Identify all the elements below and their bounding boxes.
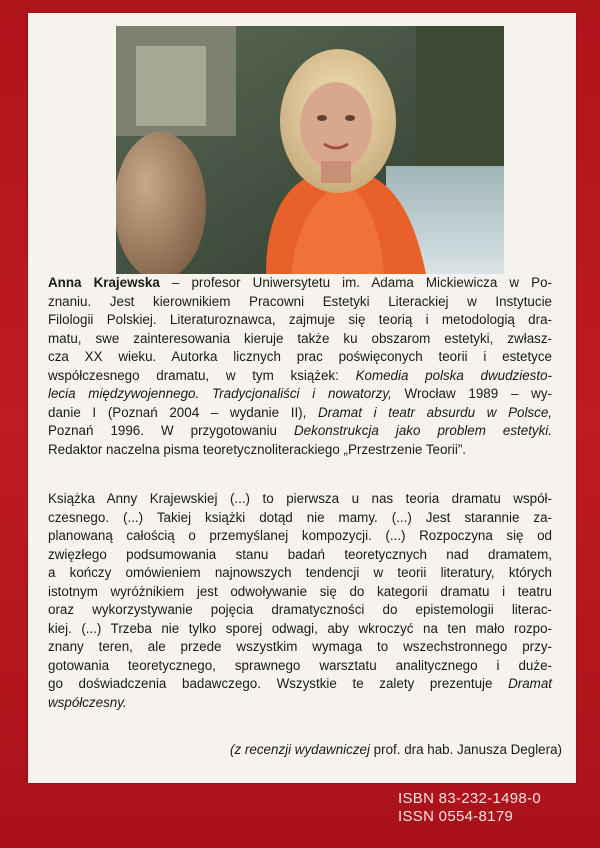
bio-line: lecia międzywojennego. Tradycjonaliści i nowatorzy, Wrocław 1989 – wy- [48, 386, 552, 401]
book-title: Dramat i teatr absurdu w Polsce, [318, 404, 552, 420]
isbn-number: ISBN 83-232-1498-0 [398, 790, 541, 807]
bio-line: Filologii Polskiej. Literaturoznawca, zajmuje się teorią i metodologią dra- [48, 312, 552, 327]
author-photo [116, 26, 504, 274]
review-line: go doświadczenia badawczego. Wszystkie te zalety prezentuje Dramat [48, 676, 552, 691]
bio-line: Poznań 1996. W przygotowaniu Dekonstrukcja jako problem estetyki. [48, 423, 552, 438]
bio-line: Anna Krajewska – profesor Uniwersytetu im. Adama Mickiewicza w Po- [48, 275, 553, 290]
bio-line: matu, swe zainteresowania kieruje także ku obszarom estetyki, zwłasz- [48, 330, 552, 346]
book-title: Dramat [508, 676, 552, 691]
review-line: gotowania teoretycznego, sprawnego warsztatu analitycznego i duże- [48, 657, 552, 673]
book-title: współczesny. [48, 694, 127, 710]
bio-line: Redaktor naczelna pisma teoretycznoliterackiego „Przestrzenie Teorii”. [48, 441, 467, 457]
isbn-block [398, 790, 541, 826]
review-line: oraz wykorzystywanie pojęcia dramatyczności do epistemologii literac- [48, 602, 552, 617]
bio-line: współczesnego dramatu, w tym książek: Komedia polska dwudziesto- [48, 367, 552, 383]
bio-line: znaniu. Jest kierownikiem Pracowni Estetyki Literackiej w Instytucie [48, 293, 552, 309]
review-attribution: (z recenzji wydawniczej prof. dra hab. Janusza Deglera) [230, 742, 562, 757]
author-name: Anna Krajewska [48, 275, 160, 290]
review-line: zwięzłego podsumowania stanu badań teoretycznych nad dramatem, [48, 546, 552, 562]
review-line: istotnym wyróżnikiem jest odwoływanie się do kategorii dramatu i teatru [48, 583, 552, 599]
bio-line: cza XX wieku. Autorka licznych prac poświęconych teorii i estetyce [48, 349, 552, 364]
bio-line: danie I (Poznań 2004 – wydanie II), Dramat i teatr absurdu w Polsce, [48, 404, 552, 420]
issn-number: ISSN 0554-8179 [398, 808, 514, 825]
review-line [48, 694, 552, 713]
book-title: lecia międzywojennego. Tradycjonaliści i nowatorzy, [48, 386, 392, 401]
book-title: Dekonstrukcja jako problem estetyki. [294, 423, 552, 438]
book-title: Komedia polska dwudziesto- [355, 367, 552, 383]
review-line: znany teren, ale przede wszystkim wymaga to wszechstronnego przy- [48, 639, 552, 654]
review-quote [48, 490, 552, 712]
review-line: planowaną całością o przemyślanej kompozycji. (...) Rozpoczyna się od [48, 528, 552, 543]
review-line: czesnego. (...) Takiej książki dotąd nie mamy. (...) Jest starannie za- [48, 509, 552, 525]
author-bio [48, 274, 552, 459]
review-line: a kończy omówieniem najnowszych tendencji w teorii literatury, których [48, 565, 552, 580]
review-line: kiej. (...) Trzeba nie tylko sporej odwagi, aby wkroczyć na ten mało rozpo- [48, 620, 552, 636]
review-line: Książka Anny Krajewskiej (...) to pierwsza u nas teoria dramatu współ- [48, 491, 552, 506]
